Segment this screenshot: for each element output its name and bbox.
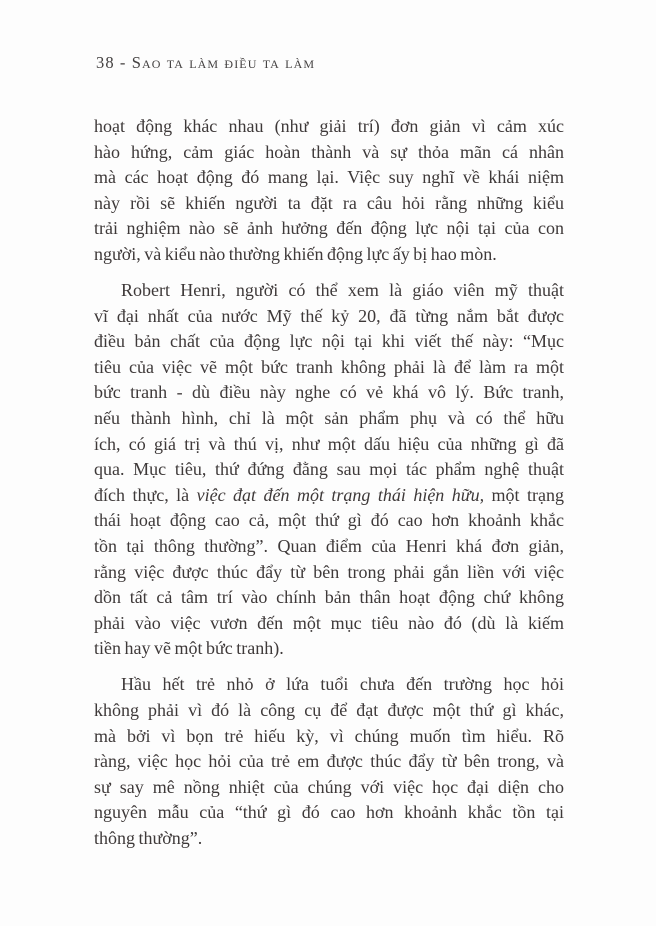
text-line: rằng việc được thúc đẩy từ bên trong phải gắn liền với việc [94, 561, 564, 582]
text-line: thông thường”. [94, 828, 203, 849]
italic-text-run: việc đạt đến một trạng thái hiện hữu, [196, 484, 485, 505]
text-run: đích thực, là [94, 484, 197, 505]
text-line: tiêu của việc vẽ một bức tranh không phải là để làm ra một [94, 356, 564, 377]
text-line: Robert Henri, người có thể xem là giáo viên mỹ thuật [121, 280, 564, 301]
paragraph [94, 114, 564, 268]
text-run: một trạng [484, 484, 564, 505]
text-line: qua. Mục tiêu, thứ đứng đằng sau mọi tác phẩm nghệ thuật [94, 459, 564, 480]
text-line: ích, có giá trị và thú vị, như một dấu hiệu của những gì đã [94, 433, 564, 454]
text-line: vĩ đại nhất của nước Mỹ thế kỷ 20, đã từng nắm bắt được [94, 305, 564, 326]
text-line: sự say mê nồng nhiệt của chúng với việc học đại diện cho [94, 776, 564, 797]
text-line: không phải vì đó là công cụ để đạt được một thứ gì khác, [94, 700, 564, 721]
text-line: phải vào việc vươn đến một mục tiêu nào đó (dù là kiếm [94, 612, 564, 633]
text-line: tồn tại thông thường”. Quan điểm của Henri khá đơn giản, [94, 536, 564, 556]
text-line: ràng, việc học hỏi của trẻ em được thúc đẩy từ bên trong, và [94, 751, 564, 772]
text-line: trải nghiệm nào sẽ ảnh hưởng đến động lực nội tại của con [94, 218, 564, 239]
text-line [94, 483, 564, 509]
text-line: hào hứng, cảm giác hoàn thành và sự thỏa mãn cá nhân [94, 141, 564, 162]
paragraph [94, 672, 564, 851]
page-content [94, 114, 564, 852]
paragraph [94, 278, 564, 662]
text-line: thái hoạt động cao cả, một thứ gì đó cao hơn khoảnh khắc [94, 510, 564, 531]
text-line: nếu thành hình, chỉ là một sản phẩm phụ và có thể hữu [94, 408, 564, 429]
text-line: mà các hoạt động đó mang lại. Việc suy nghĩ về khái niệm [94, 167, 564, 188]
running-header: 38 - Sao ta làm điều ta làm [96, 53, 316, 72]
text-line: điều bản chất của động lực nội tại khi viết thế này: “Mục [94, 331, 564, 352]
text-line: mà bởi vì bọn trẻ hiếu kỳ, vì chúng muốn tìm hiểu. Rõ [94, 725, 564, 746]
text-line: Hầu hết trẻ nhỏ ở lứa tuổi chưa đến trường học hỏi [121, 674, 564, 695]
text-line: người, và kiểu nào thường khiến động lực ấy bị hao mòn. [94, 243, 497, 264]
text-line: bức tranh - dù điều này nghe có vẻ khá vô lý. Bức tranh, [94, 382, 564, 403]
text-line: nguyên mẫu của “thứ gì đó cao hơn khoảnh khắc tồn tại [94, 802, 564, 823]
text-line: này rồi sẽ khiến người ta đặt ra câu hỏi rằng những kiểu [94, 192, 564, 213]
text-line: dồn tất cả tâm trí vào chính bản thân hoạt động chứ không [94, 587, 564, 608]
text-line: hoạt động khác nhau (như giải trí) đơn giản vì cảm xúc [94, 116, 564, 136]
text-line: tiền hay vẽ một bức tranh). [94, 638, 284, 659]
